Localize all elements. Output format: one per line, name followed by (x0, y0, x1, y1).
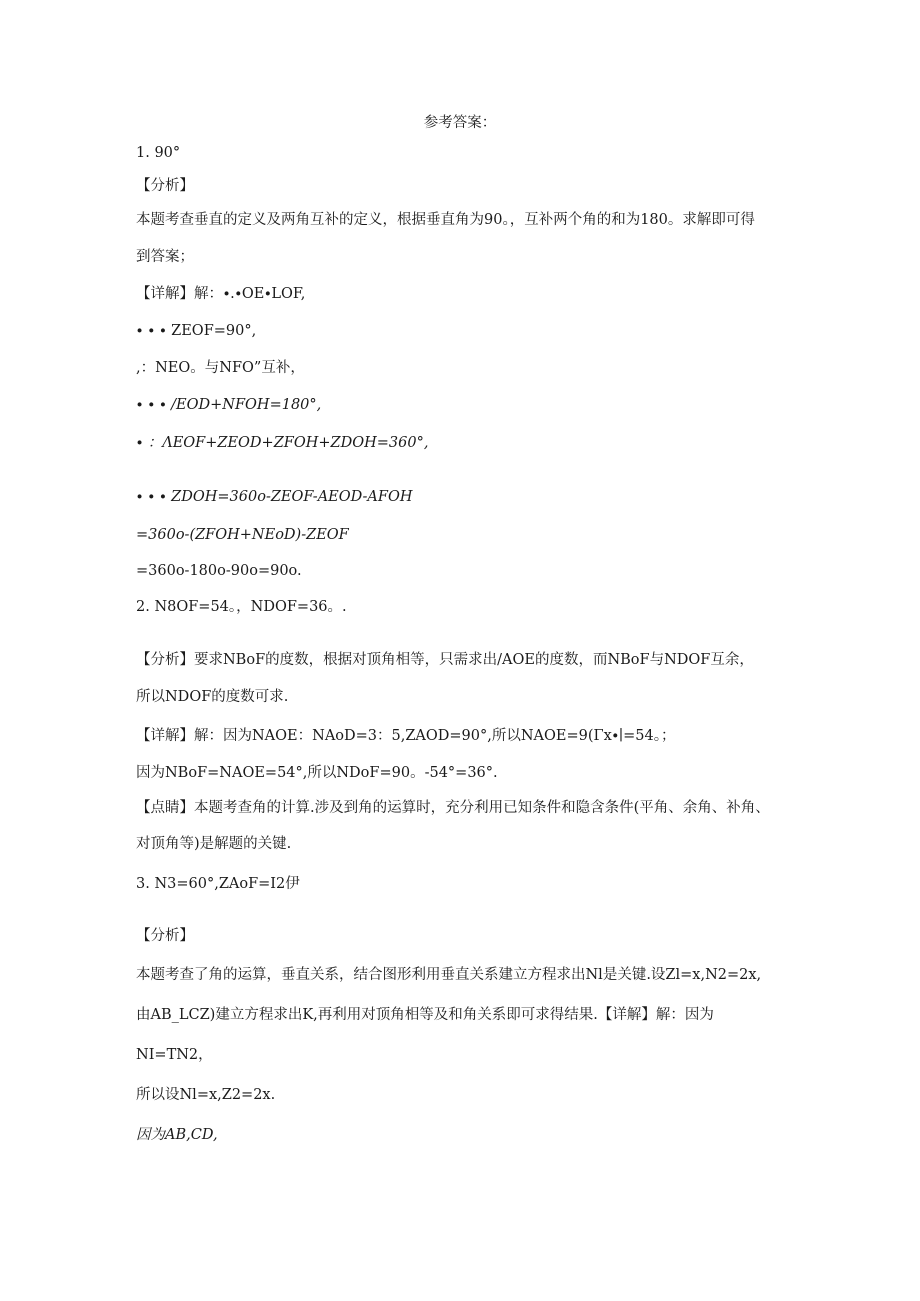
analysis-text: 所以NDOF的度数可求. (136, 689, 289, 705)
answer-1-heading: 1. 90° (136, 145, 181, 161)
solution-line: ∙ ∙ ∙ ZEOF=90°, (136, 323, 257, 339)
solution-line: ∙ ：ΛEOF+ZEOD+ZFOH+ZDOH=360°, (136, 435, 429, 451)
solution-line: 因为AB,CD, (136, 1127, 218, 1143)
solution-line: 所以设Nl=x,Z2=2x. (136, 1087, 276, 1103)
page-title: 参考答案： (423, 115, 497, 131)
solution-line: ,：NEO。与NFO”互补， (136, 360, 305, 376)
solution-line: 【详解】解：∙.∙OE∙LOF, (136, 286, 306, 302)
solution-line: ∙ ∙ ∙ /EOD+NFOH=180°, (136, 397, 322, 413)
solution-line: 因为NBoF=NAOE=54°,所以NDoF=90。-54°=36°. (136, 765, 498, 781)
analysis-label: 【分析】 (136, 928, 194, 944)
comment-text: 【点睛】本题考查角的计算.涉及到角的运算时，充分利用已知条件和隐含条件(平角、余角、补角、 (136, 800, 770, 816)
solution-line: 【详解】解：因为NAOE：NAoD=3：5,ZAOD=90°,所以NAOE=9(Γx∙∣=54。； (136, 728, 676, 744)
solution-line: NI=TN2， (136, 1047, 213, 1063)
analysis-text: 由AB_LCZ)建立方程求出K,再利用对顶角相等及和角关系即可求得结果.【详解】解：因为 (136, 1007, 714, 1023)
answer-3-heading: 3. N3=60°,ZAoF=I2伊 (136, 876, 300, 892)
analysis-label: 【分析】 (136, 178, 194, 194)
analysis-text: 【分析】要求NBoF的度数，根据对顶角相等，只需求出/AOE的度数，而NBoF与NDOF互余， (136, 652, 754, 668)
solution-line: ∙ ∙ ∙ ZDOH=360o-ZEOF-AEOD-AFOH (136, 489, 413, 505)
solution-line: =360o-180o-90o=90o. (136, 563, 302, 579)
answer-2-heading: 2. N8OF=54。，NDOF=36。. (136, 599, 347, 615)
solution-line: =360o-(ZFOH+NEoD)-ZEOF (136, 527, 349, 543)
comment-text: 对顶角等)是解题的关键. (136, 836, 292, 852)
analysis-text: 本题考查了角的运算，垂直关系，结合图形利用垂直关系建立方程求出Nl是关键.设Zl=x,N2=2x, (136, 967, 762, 983)
analysis-text: 到答案； (136, 249, 194, 265)
analysis-text: 本题考查垂直的定义及两角互补的定义，根据垂直角为90。，互补两个角的和为180。求解即可得 (136, 212, 755, 228)
